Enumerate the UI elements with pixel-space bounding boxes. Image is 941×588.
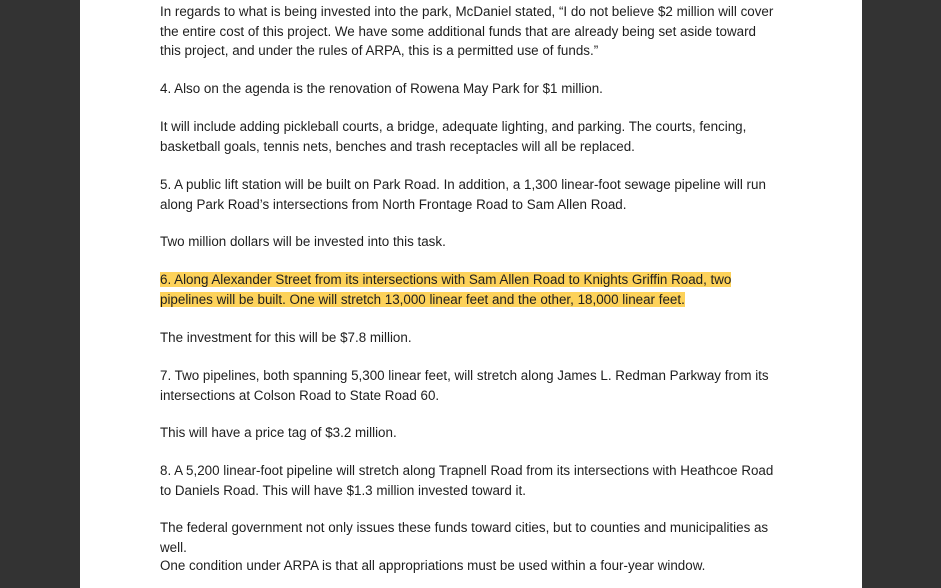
paragraph-mcdaniel-quote: In regards to what is being invested into the park, McDaniel stated, “I do not believe $2 million will cover the entire cost of this project. We have some additional funds that are already being set aside toward this project, and under the rules of ARPA, this is a permitted use of funds.” — [160, 4, 774, 58]
paragraph-item-7: 7. Two pipelines, both spanning 5,300 linear feet, will stretch along James L. Redman Parkway from its intersections at Colson Road to State Road 60. — [160, 368, 769, 403]
paragraph-arpa-condition: One condition under ARPA is that all appropriations must be used within a four-year window. — [160, 558, 706, 573]
paragraph-federal-funds: The federal government not only issues these funds toward cities, but to counties and municipalities as well. — [160, 520, 769, 555]
paragraph-item-7-cost: This will have a price tag of $3.2 million. — [160, 425, 397, 440]
paragraph-item-8: 8. A 5,200 linear-foot pipeline will stretch along Trapnell Road from its intersections with Heathcoe Road to Daniels Road. This will have $1.3 million invested toward it. — [160, 463, 774, 498]
paragraph-rowena-details: It will include adding pickleball courts, a bridge, adequate lighting, and parking. The courts, fencing, basketball goals, tennis nets, benches and trash receptacles will all be replaced. — [160, 119, 747, 154]
article-page — [80, 0, 862, 588]
highlighted-text: 6. Along Alexander Street from its intersections with Sam Allen Road to Knights Griffin Road, two pipelines will be built. One will stretch 13,000 linear feet and the other, 18,000 linear feet. — [160, 272, 732, 307]
paragraph-item-4: 4. Also on the agenda is the renovation of Rowena May Park for $1 million. — [160, 81, 603, 96]
paragraph-item-5: 5. A public lift station will be built on Park Road. In addition, a 1,300 linear-foot sewage pipeline will run along Park Road’s intersections from North Frontage Road to Sam Allen Road. — [160, 177, 766, 212]
paragraph-item-5-cost: Two million dollars will be invested into this task. — [160, 234, 446, 249]
paragraph-item-6-cost: The investment for this will be $7.8 million. — [160, 330, 412, 345]
right-margin-background — [862, 0, 941, 588]
left-margin-background — [0, 0, 80, 588]
paragraph-item-6-highlighted — [160, 270, 780, 309]
